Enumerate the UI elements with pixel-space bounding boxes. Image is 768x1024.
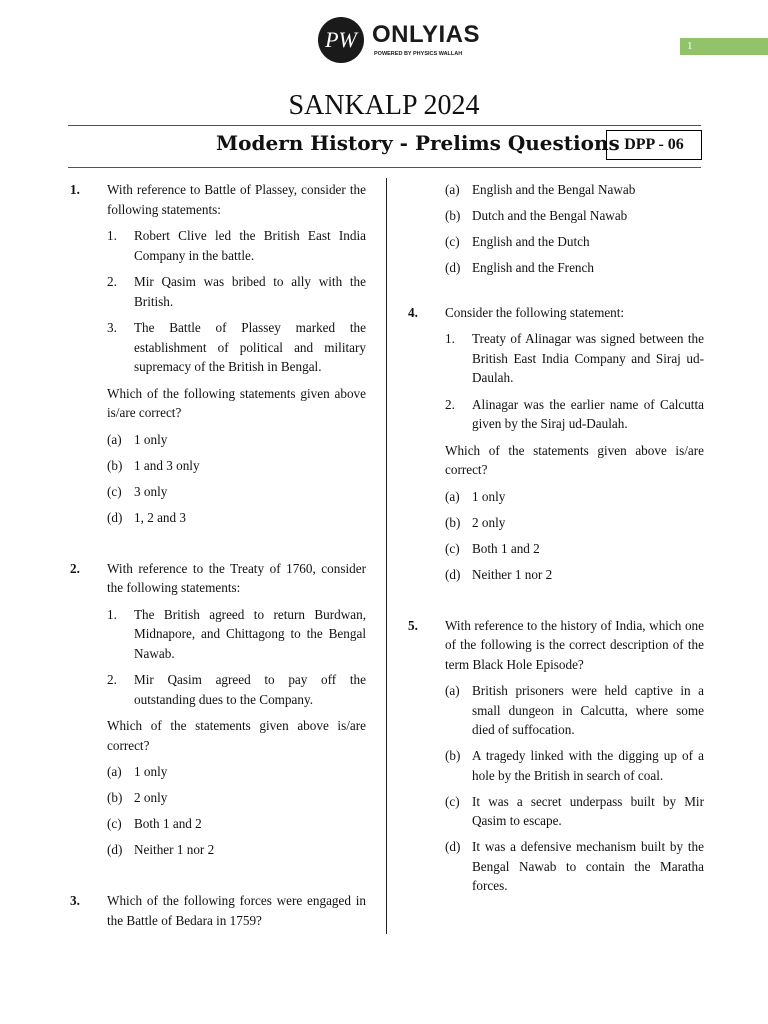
statement-label: 1. — [445, 331, 455, 346]
question-text: With reference to Battle of Plassey, consider the following statements: — [107, 182, 366, 217]
page-title: SANKALP 2024 — [288, 90, 480, 121]
question-5 — [408, 616, 704, 903]
statement-item — [445, 329, 704, 388]
option-label: (b) — [107, 790, 123, 805]
question-text: With reference to the history of India, which one of the following is the correct description of the term Black Hole Episode? — [445, 617, 704, 672]
option-label: (d) — [445, 839, 461, 854]
statement-label: 2. — [107, 274, 117, 289]
question-1 — [70, 180, 366, 534]
statement-text: Mir Qasim was bribed to ally with the British. — [134, 274, 366, 309]
option-text: English and the French — [472, 260, 594, 275]
option-d — [445, 258, 704, 278]
right-column — [408, 180, 704, 902]
question-number: 3. — [70, 893, 80, 908]
top-rule — [68, 125, 701, 126]
option-a — [107, 430, 366, 450]
question-text: Which of the following forces were engaged in the Battle of Bedara in 1759? — [107, 893, 366, 928]
statement-item — [107, 318, 366, 377]
option-label: (a) — [107, 764, 122, 779]
option-text: A tragedy linked with the digging up of a hole by the British in search of coal. — [472, 748, 704, 783]
option-a — [445, 681, 704, 740]
option-label: (c) — [445, 540, 460, 556]
option-text: 1, 2 and 3 — [134, 509, 187, 525]
option-label: (c) — [107, 483, 122, 499]
statement-item — [445, 395, 704, 434]
question-prompt: Which of the statements given above is/are correct? — [107, 718, 366, 753]
brand-name: ONLYIAS — [372, 21, 480, 48]
statement-text: Robert Clive led the British East India Company in the battle. — [134, 228, 366, 263]
statement-text: Treaty of Alinagar was signed between the British East India Company and Siraj ud-Daulah. — [472, 331, 704, 385]
statement-label: 1. — [107, 606, 117, 622]
statement-label: 2. — [445, 396, 455, 412]
option-text: 1 only — [134, 764, 168, 779]
option-label: (c) — [445, 793, 460, 809]
option-text: British prisoners were held captive in a small dungeon in Calcutta, where some died of suffocation. — [472, 683, 704, 737]
option-b — [445, 746, 704, 785]
bottom-rule — [68, 167, 701, 168]
question-number: 2. — [70, 560, 80, 576]
option-d — [445, 837, 704, 896]
option-c — [445, 792, 704, 831]
option-text: 2 only — [134, 790, 168, 805]
option-a — [445, 487, 704, 507]
statement-label: 1. — [107, 228, 117, 243]
option-text: English and the Dutch — [472, 234, 590, 249]
option-label: (b) — [445, 514, 461, 530]
question-3 — [70, 891, 366, 937]
option-label: (a) — [445, 683, 460, 698]
option-text: 1 and 3 only — [134, 457, 200, 473]
dpp-badge: DPP - 06 — [606, 130, 702, 160]
option-b — [445, 513, 704, 533]
statement-text: The British agreed to return Burdwan, Midnapore, and Chittagong to the Bengal Nawab. — [134, 606, 366, 661]
statement-item — [107, 605, 366, 664]
option-text: Both 1 and 2 — [134, 816, 202, 831]
page-number: 1 — [680, 38, 768, 55]
option-d — [107, 840, 366, 860]
page-subtitle: Modern History - Prelims Questions — [216, 131, 620, 155]
option-text: It was a secret underpass built by Mir Qasim to escape. — [472, 793, 704, 828]
option-text: English and the Bengal Nawab — [472, 182, 636, 197]
option-b — [107, 788, 366, 808]
option-text: 1 only — [472, 488, 506, 504]
option-text: Neither 1 nor 2 — [472, 566, 553, 582]
option-text: 2 only — [472, 514, 506, 530]
question-number: 1. — [70, 182, 80, 197]
statement-item — [107, 670, 366, 709]
option-label: (a) — [445, 488, 460, 504]
question-4 — [408, 303, 704, 591]
option-label: (c) — [445, 234, 460, 249]
option-text: Neither 1 nor 2 — [134, 842, 215, 857]
option-d — [445, 565, 704, 585]
option-c — [445, 232, 704, 252]
brand-logo — [318, 17, 478, 67]
option-label: (d) — [445, 566, 461, 582]
question-3-options — [445, 180, 704, 278]
option-text: 3 only — [134, 483, 168, 499]
statement-text: The Battle of Plassey marked the establishment of political and military supremacy of the British in Bengal. — [134, 320, 366, 374]
option-b — [445, 206, 704, 226]
statement-label: 2. — [107, 672, 117, 687]
option-text: Dutch and the Bengal Nawab — [472, 208, 628, 223]
statement-item — [107, 226, 366, 265]
question-2 — [70, 559, 366, 867]
option-label: (d) — [445, 260, 461, 275]
question-number: 4. — [408, 304, 418, 320]
brand-tagline: POWERED BY PHYSICS WALLAH — [374, 51, 463, 57]
question-prompt: Which of the following statements given above is/are correct? — [107, 385, 366, 420]
option-text: Both 1 and 2 — [472, 540, 540, 556]
option-label: (b) — [445, 748, 461, 763]
question-prompt: Which of the statements given above is/are correct? — [445, 442, 704, 477]
option-label: (c) — [107, 816, 122, 831]
option-c — [107, 482, 366, 502]
option-b — [107, 456, 366, 476]
question-number: 5. — [408, 617, 418, 633]
option-text: It was a defensive mechanism built by the Bengal Nawab to contain the Maratha forces. — [472, 839, 704, 893]
option-label: (b) — [107, 457, 123, 473]
option-a — [107, 762, 366, 782]
option-c — [107, 814, 366, 834]
question-text: With reference to the Treaty of 1760, consider the following statements: — [107, 560, 366, 595]
option-label: (b) — [445, 208, 461, 223]
option-label: (d) — [107, 842, 123, 857]
option-text: 1 only — [134, 431, 168, 447]
pw-logo-icon: PW — [318, 17, 364, 63]
option-c — [445, 539, 704, 559]
option-d — [107, 508, 366, 528]
statement-label: 3. — [107, 320, 117, 335]
statement-text: Mir Qasim agreed to pay off the outstanding dues to the Company. — [134, 672, 366, 707]
statement-text: Alinagar was the earlier name of Calcutta given by the Siraj ud-Daulah. — [472, 396, 704, 431]
option-label: (a) — [107, 431, 122, 447]
option-label: (a) — [445, 182, 460, 197]
option-a — [445, 180, 704, 200]
question-text: Consider the following statement: — [445, 304, 625, 320]
column-divider — [386, 178, 387, 934]
option-label: (d) — [107, 509, 123, 525]
left-column — [70, 180, 366, 937]
statement-item — [107, 272, 366, 311]
